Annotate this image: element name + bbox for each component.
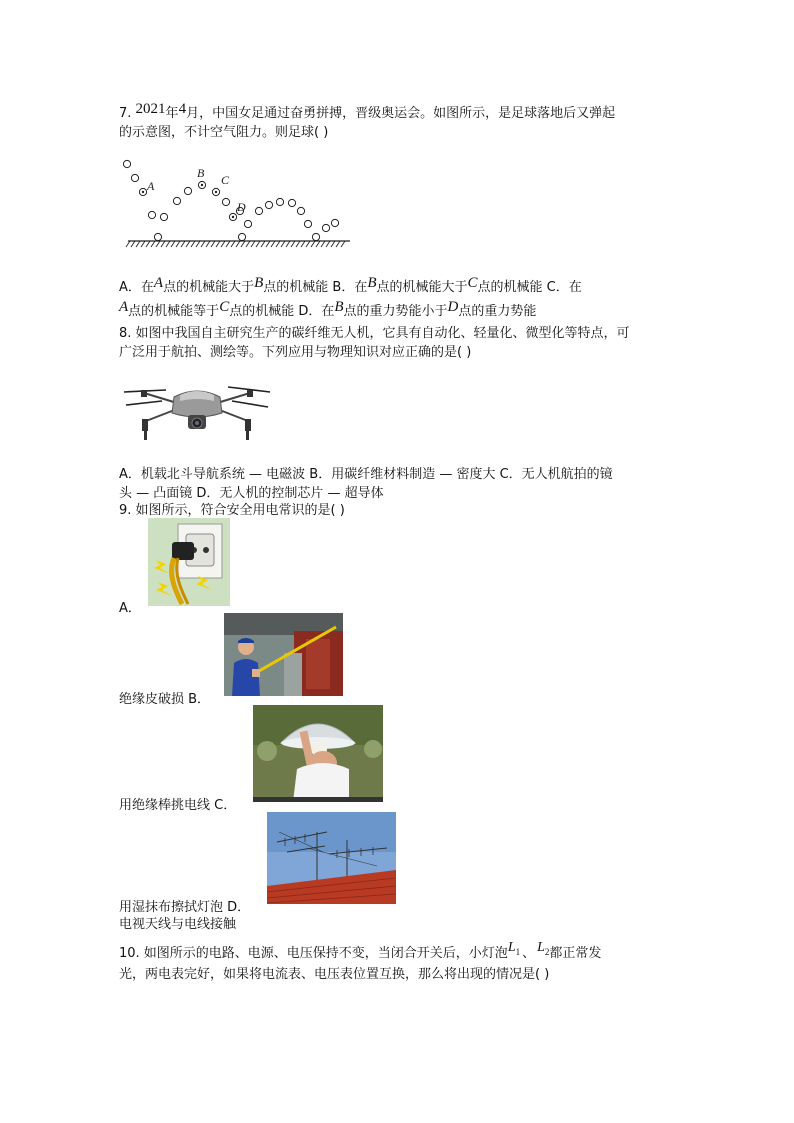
ground-hatch	[281, 241, 285, 247]
ball	[255, 207, 262, 214]
ground-hatch	[201, 241, 205, 247]
ground-hatch	[291, 241, 295, 247]
point-label: A	[153, 275, 164, 291]
ball	[160, 213, 167, 220]
ball	[297, 207, 304, 214]
ball	[184, 187, 191, 194]
ground-hatch	[326, 241, 330, 247]
ground-hatch	[321, 241, 325, 247]
ground-hatch	[316, 241, 320, 247]
ball-ground-1	[154, 233, 161, 240]
ground-hatch	[126, 241, 130, 247]
opt-text: 点的机械能 D．在	[229, 304, 335, 319]
q9-line1: 9. 如图所示，符合安全用电常识的是( )	[119, 503, 345, 518]
ground-hatch	[146, 241, 150, 247]
ground-hatch	[311, 241, 315, 247]
ground-hatch	[171, 241, 175, 247]
point-label: B	[254, 275, 264, 291]
opt-text: 点的重力势能小于	[343, 304, 448, 319]
lamp-l2	[537, 940, 549, 955]
q8-line1: 8. 如图中我国自主研究生产的碳纤维无人机，它具有自动化、轻量化、微型化等特点，可	[119, 326, 630, 341]
opt-text: 点的机械能大于	[376, 280, 468, 295]
tv-antenna-image	[267, 812, 396, 904]
point-label: A	[119, 299, 129, 315]
opt-text: 点的机械能大于	[163, 280, 255, 295]
ground-hatch	[191, 241, 195, 247]
ball-ground-3	[312, 233, 319, 240]
q7-year: 2021	[135, 101, 166, 117]
q8-line2: 广泛用于航拍、测绘等。下列应用与物理知识对应正确的是( )	[119, 345, 472, 360]
ball	[288, 199, 295, 206]
q10-sep: 、	[522, 946, 536, 961]
q7-options-line2	[119, 300, 536, 320]
lamp-l1-letter: L	[507, 940, 516, 955]
q9-opt-a: A．	[119, 601, 141, 616]
q9-opt-d-text: 电视天线与电线接触	[119, 917, 237, 932]
q7-line1	[119, 102, 615, 122]
point-label: C	[467, 275, 478, 291]
label-d: D	[237, 200, 246, 214]
label-b: B	[197, 166, 205, 180]
ground-hatch	[206, 241, 210, 247]
ground-hatch	[246, 241, 250, 247]
lamp-l1	[508, 940, 520, 955]
ground-hatch	[286, 241, 290, 247]
ground-hatch	[271, 241, 275, 247]
q7-ball-figure	[118, 150, 358, 250]
point-label: D	[447, 299, 459, 315]
ground-hatch	[261, 241, 265, 247]
q8-options-line1: A．机载北斗导航系统 — 电磁波 B．用碳纤维材料制造 — 密度大 C．无人机航拍的镜	[119, 467, 613, 482]
ground-hatch	[136, 241, 140, 247]
ground-hatch	[301, 241, 305, 247]
opt-text: 点的机械能 C．在	[477, 280, 582, 295]
ground-hatch	[306, 241, 310, 247]
lamp-l2-sub: 2	[544, 946, 550, 957]
ball	[265, 201, 272, 208]
q10-line1-post: 都正常发	[549, 946, 602, 961]
point-label: B	[334, 299, 344, 315]
ball	[331, 219, 338, 226]
q7-line1-text: 月，中国女足通过奋勇拼搏，晋级奥运会。如图所示，是足球落地后又弹起	[186, 106, 616, 121]
ground-hatch	[186, 241, 190, 247]
ball	[322, 224, 329, 231]
q10-line1	[119, 942, 601, 963]
q8-options-line2: 头 — 凸面镜 D．无人机的控制芯片 — 超导体	[119, 486, 384, 501]
q7-options-line1	[119, 276, 582, 296]
ball	[222, 198, 229, 205]
ground-hatch	[236, 241, 240, 247]
ground-hatch	[256, 241, 260, 247]
ground-hatch	[241, 241, 245, 247]
ground-hatch	[151, 241, 155, 247]
ground-hatch	[276, 241, 280, 247]
ground-hatch	[226, 241, 230, 247]
label-c: C	[221, 173, 230, 187]
q7-number: 7.	[119, 106, 136, 121]
opt-text: A．在	[119, 280, 154, 295]
opt-text: 点的机械能等于	[128, 304, 220, 319]
wet-cloth-bulb-image	[253, 705, 383, 802]
lamp-l1-sub: 1	[515, 946, 521, 957]
q7-line2: 的示意图，不计空气阻力。则足球( )	[119, 125, 329, 140]
ground-hatch	[336, 241, 340, 247]
ground-hatch	[131, 241, 135, 247]
ground-hatch	[251, 241, 255, 247]
ground-hatch	[141, 241, 145, 247]
opt-text: 点的重力势能	[458, 304, 537, 319]
point-label: C	[219, 299, 230, 315]
ground-hatch	[266, 241, 270, 247]
ball	[173, 197, 180, 204]
q7-month: 4	[178, 101, 187, 117]
ground-hatch	[341, 241, 345, 247]
label-a: A	[147, 179, 155, 193]
ball	[304, 220, 311, 227]
q10-line1-text: 10. 如图所示的电路、电源、电压保持不变，当闭合开关后，小灯泡	[119, 946, 508, 961]
lamp-l2-letter: L	[537, 940, 545, 955]
ball	[123, 160, 130, 167]
point-label: B	[367, 275, 377, 291]
q7-nian: 年	[165, 106, 179, 121]
ground-hatch	[231, 241, 235, 247]
q10-line2: 光，两电表完好，如果将电流表、电压表位置互换，那么将出现的情况是( )	[119, 967, 550, 982]
opt-text: 点的机械能 B．在	[263, 280, 368, 295]
ball	[276, 198, 283, 205]
ground-hatch	[216, 241, 220, 247]
q9-opt-a-text: 绝缘皮破损 B．	[119, 692, 211, 707]
ground-hatch	[196, 241, 200, 247]
insulated-rod-image	[224, 613, 343, 696]
ground-hatch	[331, 241, 335, 247]
damaged-insulation-image	[148, 518, 230, 606]
ball-ground-2	[238, 233, 245, 240]
ground-hatch	[176, 241, 180, 247]
ground-hatch	[296, 241, 300, 247]
ground-hatch	[161, 241, 165, 247]
ground-hatch	[156, 241, 160, 247]
q9-opt-c-text: 用湿抹布擦拭灯泡 D．	[119, 900, 251, 915]
ground-hatch	[211, 241, 215, 247]
ground-hatch	[166, 241, 170, 247]
q9-opt-b-text: 用绝缘棒挑电线 C．	[119, 798, 237, 813]
ground-hatch	[181, 241, 185, 247]
ball	[148, 211, 155, 218]
ball	[244, 220, 251, 227]
ground-hatch	[221, 241, 225, 247]
ball	[131, 174, 138, 181]
drone-image	[122, 375, 272, 441]
